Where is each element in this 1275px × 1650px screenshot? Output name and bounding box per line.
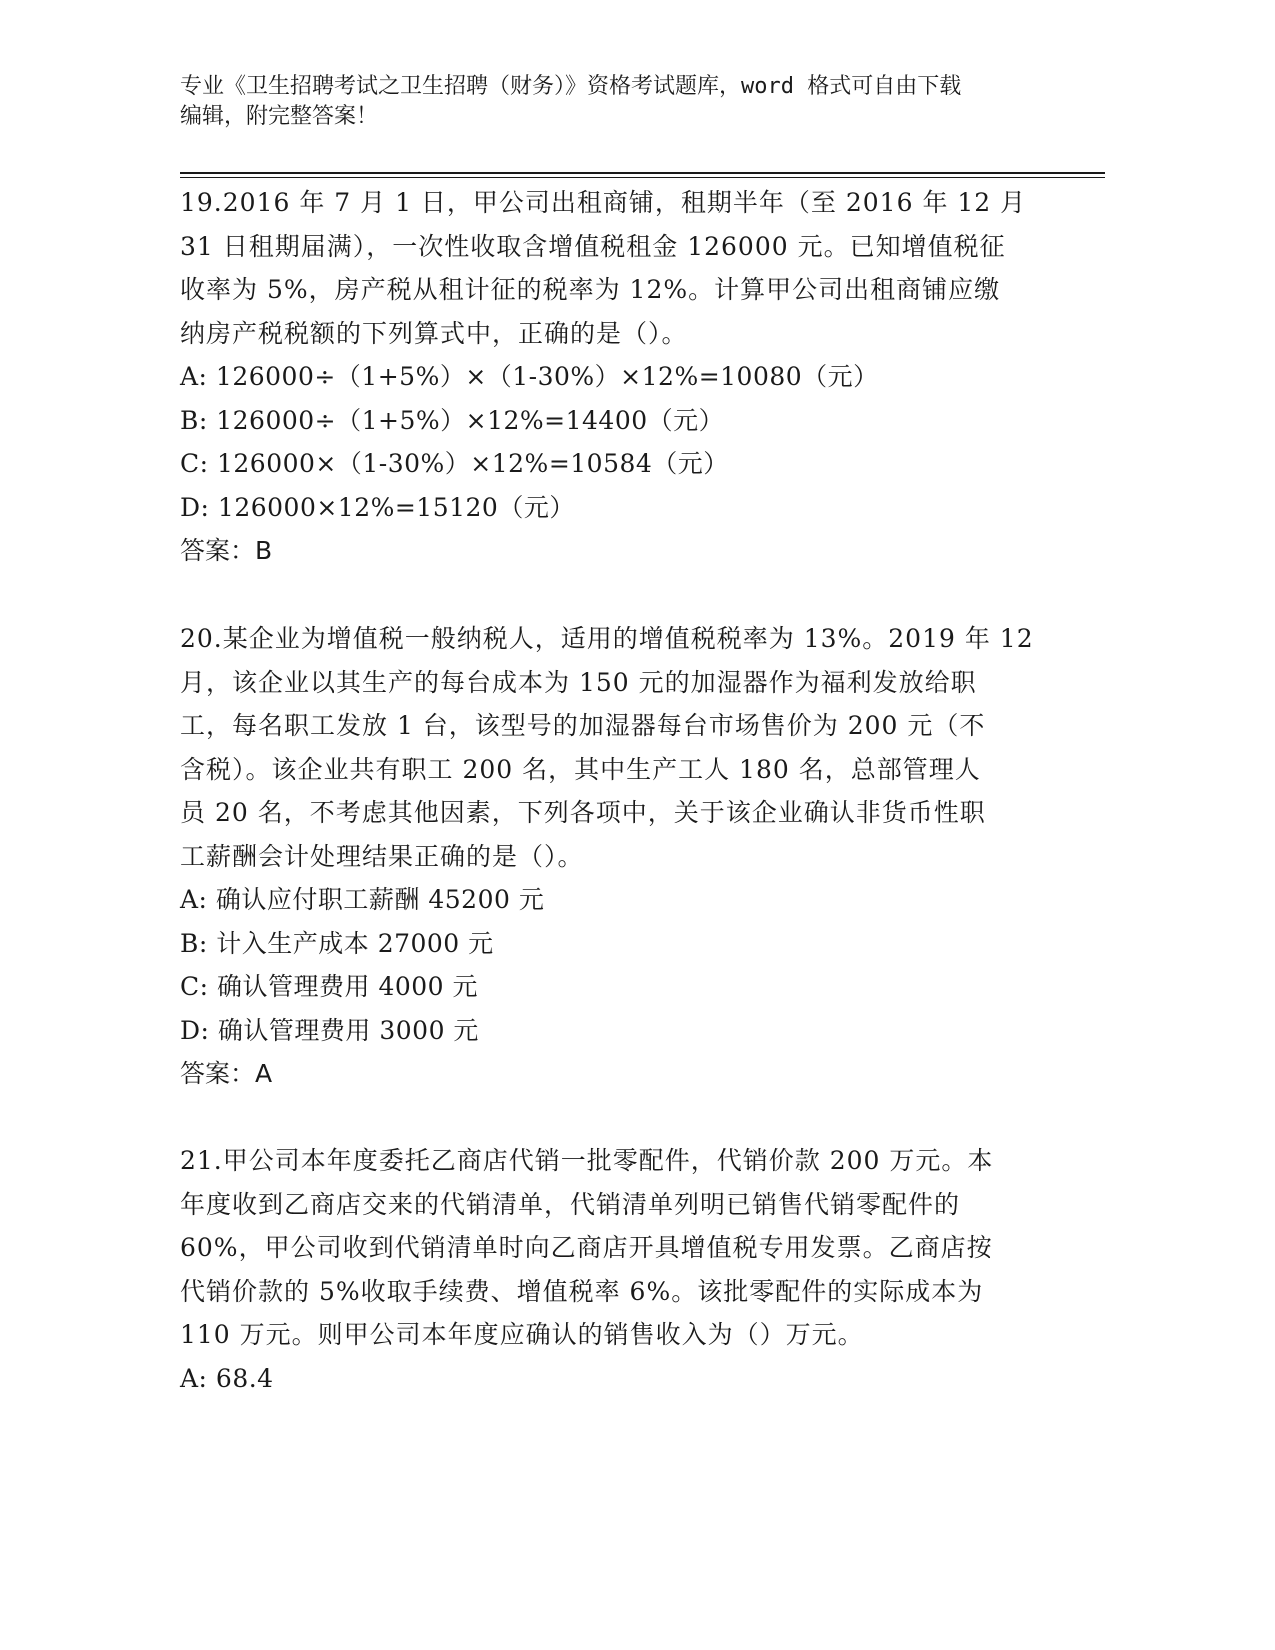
option-b: B: 计入生产成本 27000 元 xyxy=(180,928,494,958)
question-line: 60%，甲公司收到代销清单时向乙商店开具增值税专用发票。乙商店按 xyxy=(180,1233,993,1262)
header-divider-thick xyxy=(180,172,1105,174)
question-line: 含税）。该企业共有职工 200 名，其中生产工人 180 名，总部管理人 xyxy=(180,754,981,784)
question-line: 代销价款的 5%收取手续费、增值税率 6%。该批零配件的实际成本为 xyxy=(180,1276,984,1306)
page-header xyxy=(180,72,1050,132)
question-line: 20.某企业为增值税一般纳税人，适用的增值税税率为 13%。2019 年 12 xyxy=(180,624,1034,653)
header-line-2: 编辑，附完整答案！ xyxy=(180,104,379,129)
answer-label: 答案：B xyxy=(180,536,273,565)
header-divider-thin xyxy=(180,177,1105,178)
option-c: C: 126000×（1-30%）×12%=10584（元） xyxy=(180,449,729,478)
header-line-1: 专业《卫生招聘考试之卫生招聘（财务）》资格考试题库，word 格式可自由下载 xyxy=(180,74,962,99)
question-line: 工薪酬会计处理结果正确的是（）。 xyxy=(180,841,584,871)
option-b: B: 126000÷（1+5%）×12%=14400（元） xyxy=(180,405,725,435)
question-line: 员 20 名，不考虑其他因素，下列各项中，关于该企业确认非货币性职 xyxy=(180,798,986,827)
question-line: 纳房产税税额的下列算式中，正确的是（）。 xyxy=(180,318,688,348)
question-line: 21.甲公司本年度委托乙商店代销一批零配件，代销价款 200 万元。本 xyxy=(180,1146,994,1175)
question-line: 31 日租期届满），一次性收取含增值税租金 126000 元。已知增值税征 xyxy=(180,231,1006,261)
option-d: D: 确认管理费用 3000 元 xyxy=(180,1015,479,1045)
question-line: 年度收到乙商店交来的代销清单，代销清单列明已销售代销零配件的 xyxy=(180,1189,961,1219)
option-a: A: 126000÷（1+5%）×（1-30%）×12%=10080（元） xyxy=(180,362,879,391)
answer-label: 答案：A xyxy=(180,1059,273,1088)
option-a: A: 68.4 xyxy=(180,1363,274,1393)
option-a: A: 确认应付职工薪酬 45200 元 xyxy=(180,885,545,914)
question-19 xyxy=(180,181,1040,573)
question-21 xyxy=(180,1139,1040,1400)
question-20 xyxy=(180,617,1040,1096)
question-line: 工，每名职工发放 1 台，该型号的加湿器每台市场售价为 200 元（不 xyxy=(180,711,986,740)
question-line: 收率为 5%，房产税从租计征的税率为 12%。计算甲公司出租商铺应缴 xyxy=(180,275,1001,304)
question-line: 19.2016 年 7 月 1 日，甲公司出租商铺，租期半年（至 2016 年 12 月 xyxy=(180,188,1027,217)
option-c: C: 确认管理费用 4000 元 xyxy=(180,972,479,1001)
question-line: 110 万元。则甲公司本年度应确认的销售收入为（）万元。 xyxy=(180,1320,864,1349)
question-line: 月，该企业以其生产的每台成本为 150 元的加湿器作为福利发放给职 xyxy=(180,667,977,697)
option-d: D: 126000×12%=15120（元） xyxy=(180,492,575,522)
